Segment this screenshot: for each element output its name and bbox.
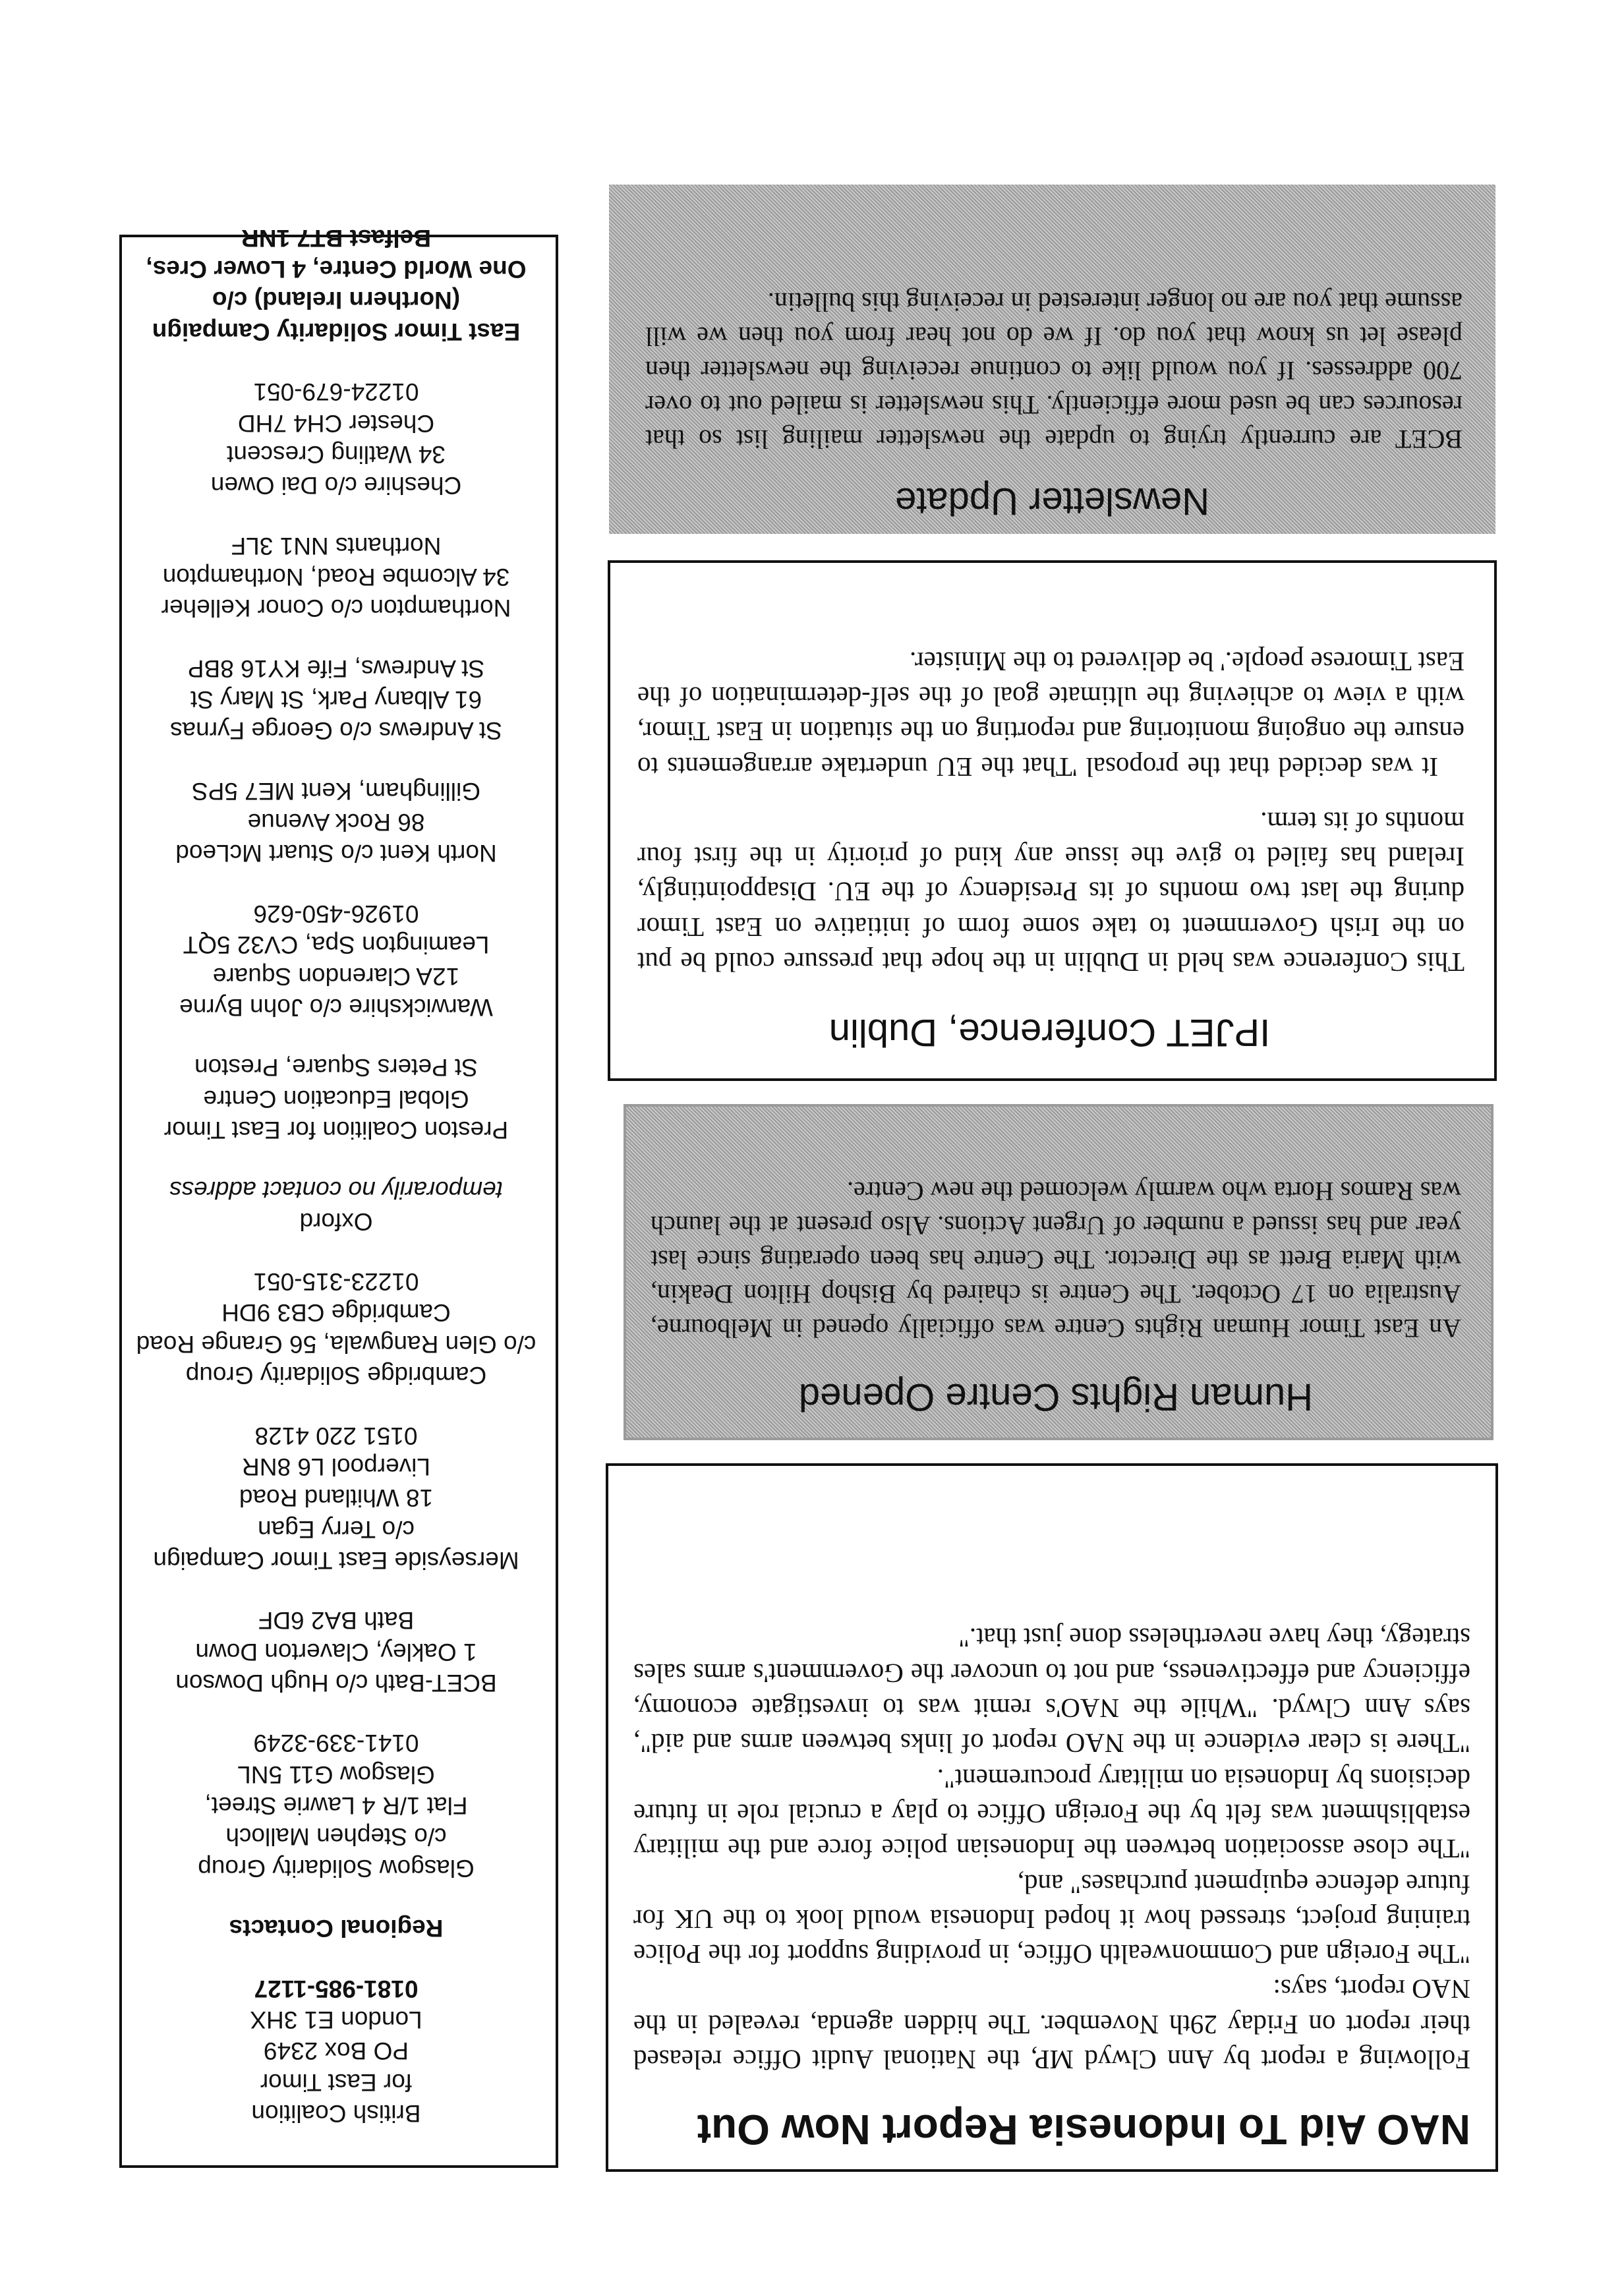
main-contact: British Coalition for East Timor PO Box 2349 London E1 3HX 0181-985-1127	[250, 1975, 422, 2127]
hrc-article-body	[651, 1174, 1461, 1345]
hrc-para-1: An East Timor Human Rights Centre was officially opened in Melbourne, Australia on 17 October. The Centre is chaired by Bishop Hilton Deakin, with Maria Brett as the Director. The Centre has been operating since last year and has issued a number of Urgent Actions. Also present at the launch was Ramos Horta who warmly welcomed the new Centre.	[651, 1177, 1461, 1343]
contact-northern-ireland: East Timor Solidarity Campaign (Northern Ireland) c/o One World Centre, 4 Lower Cres, Belfast BT7 1NR	[146, 224, 527, 345]
nao-para-1: Following a report by Ann Clwyd MP, the National Audit Office released their report on Friday 29th November. The hidden agenda, revealed in the NAO report, says:	[633, 1974, 1470, 2075]
contact-cambridge: Cambridge Solidarity Group c/o Glen Rangwala, 56 Grange Road Cambridge CB3 9DH 01223-315-051	[136, 1268, 536, 1389]
ipjet-para-2: It was decided that the proposal 'That the EU undertake arrangements to ensure the ongoing monitoring and reporting on the situation in East Timor, with a view to achieving the ultimate goal of the self-determination of the East Timorese people.' be delivered to the Minister.	[637, 646, 1464, 782]
ipjet-article-title: IPJET Conference, Dublin	[828, 1011, 1271, 1054]
nao-article-title: NAO Aid To Indonesia Report Now Out	[697, 2106, 1470, 2153]
contact-cheshire: Cheshire c/o Dai Owen 34 Watling Crescent Chester CH4 7HD 01224-679-051	[210, 378, 462, 500]
contact-glasgow: Glasgow Solidarity Group c/o Stephen Malloch Flat 1/R 4 Lawrie Street, Glasgow G11 5NL 0141-339-3249	[198, 1730, 475, 1882]
newsletter-update-title: Newsletter Update	[894, 480, 1210, 523]
hrc-article-title: Human Rights Centre Opened	[798, 1376, 1314, 1418]
ipjet-para-1: This Conference was held in Dublin in the hope that pressure could be put on the Irish Government to take some form of initiative on East Timor during the last two months of its Presidency of the EU. Disappointingly, Ireland has failed to give the issue any kind of priority in the first four months of its term.	[637, 806, 1464, 977]
ipjet-article-box	[608, 560, 1497, 1081]
contact-bath: BCET-Bath c/o Hugh Dowson 1 Oakley, Claverton Down Bath BA2 6DF	[175, 1607, 497, 1697]
contact-st-andrews: St Andrews c/o George Fyrnas 61 Albany Park, St Mary St St Andrews, Fife KY16 8BP	[170, 655, 502, 745]
contacts-sidebar	[119, 224, 558, 2168]
contact-northampton: Northampton c/o Conor Kelleher 34 Alcombe Road, Northampton Northants NN1 3LF	[161, 532, 511, 622]
newsletter-update-box	[609, 185, 1495, 534]
newsletter-update-body	[645, 285, 1463, 456]
contact-north-kent: North Kent c/o Stuart McLeod 86 Rock Avenue Gillingham, Kent ME7 5PS	[175, 777, 497, 867]
contact-preston: Preston Coalition for East Timor Global Education Centre St Peters Square, Preston	[163, 1054, 509, 1144]
contact-oxford: Oxford temporarily no contact address	[169, 1177, 503, 1235]
newsletter-para-1: BCET are currently trying to update the newsletter mailing list so that resources can be used more efficiently. This newsletter is mailed out to over 700 addresses. If you would like to continue receiving the newsletter then please let us know that you do. If we do not hear from you then we will assume that you are no longer interested in receiving this bulletin.	[645, 287, 1463, 454]
ipjet-article-body	[637, 643, 1464, 979]
regional-heading: Regional Contacts	[229, 1915, 444, 1942]
contact-merseyside: Merseyside East Timor Campaign c/o Terry Egan 18 Whitland Road Liverpool L6 8NR 0151 220 4128	[153, 1422, 519, 1574]
nao-article-box	[606, 1463, 1498, 2172]
nao-para-3: "The close association between the Indonesian police force and the military establishment was felt by the Foreign Office to play a crucial role in future decisions by Indonesia on military procurement".	[633, 1763, 1470, 1865]
nao-article-body	[633, 1620, 1470, 2077]
nao-para-4: "There is clear evidence in the NAO report of links between arms and aid", says Ann Clwyd. "While the NAO's remit was to investigate economy, efficiency and effectiveness, and not to uncover the Government's arms sales strategy, they have nevertheless done just that."	[633, 1623, 1470, 1759]
hrc-article-box	[624, 1104, 1494, 1440]
nao-para-2: "The Foreign and Commonwealth Office, in providing support for the Police training project, stressed how it hoped Indonesia would look to the UK for future defence equipment purchases" and,	[633, 1869, 1470, 1970]
contact-warwickshire: Warwickshire c/o John Byrne 12A Clarendon Square Leamington Spa, CV32 5QT 01926-450-626	[179, 900, 493, 1021]
